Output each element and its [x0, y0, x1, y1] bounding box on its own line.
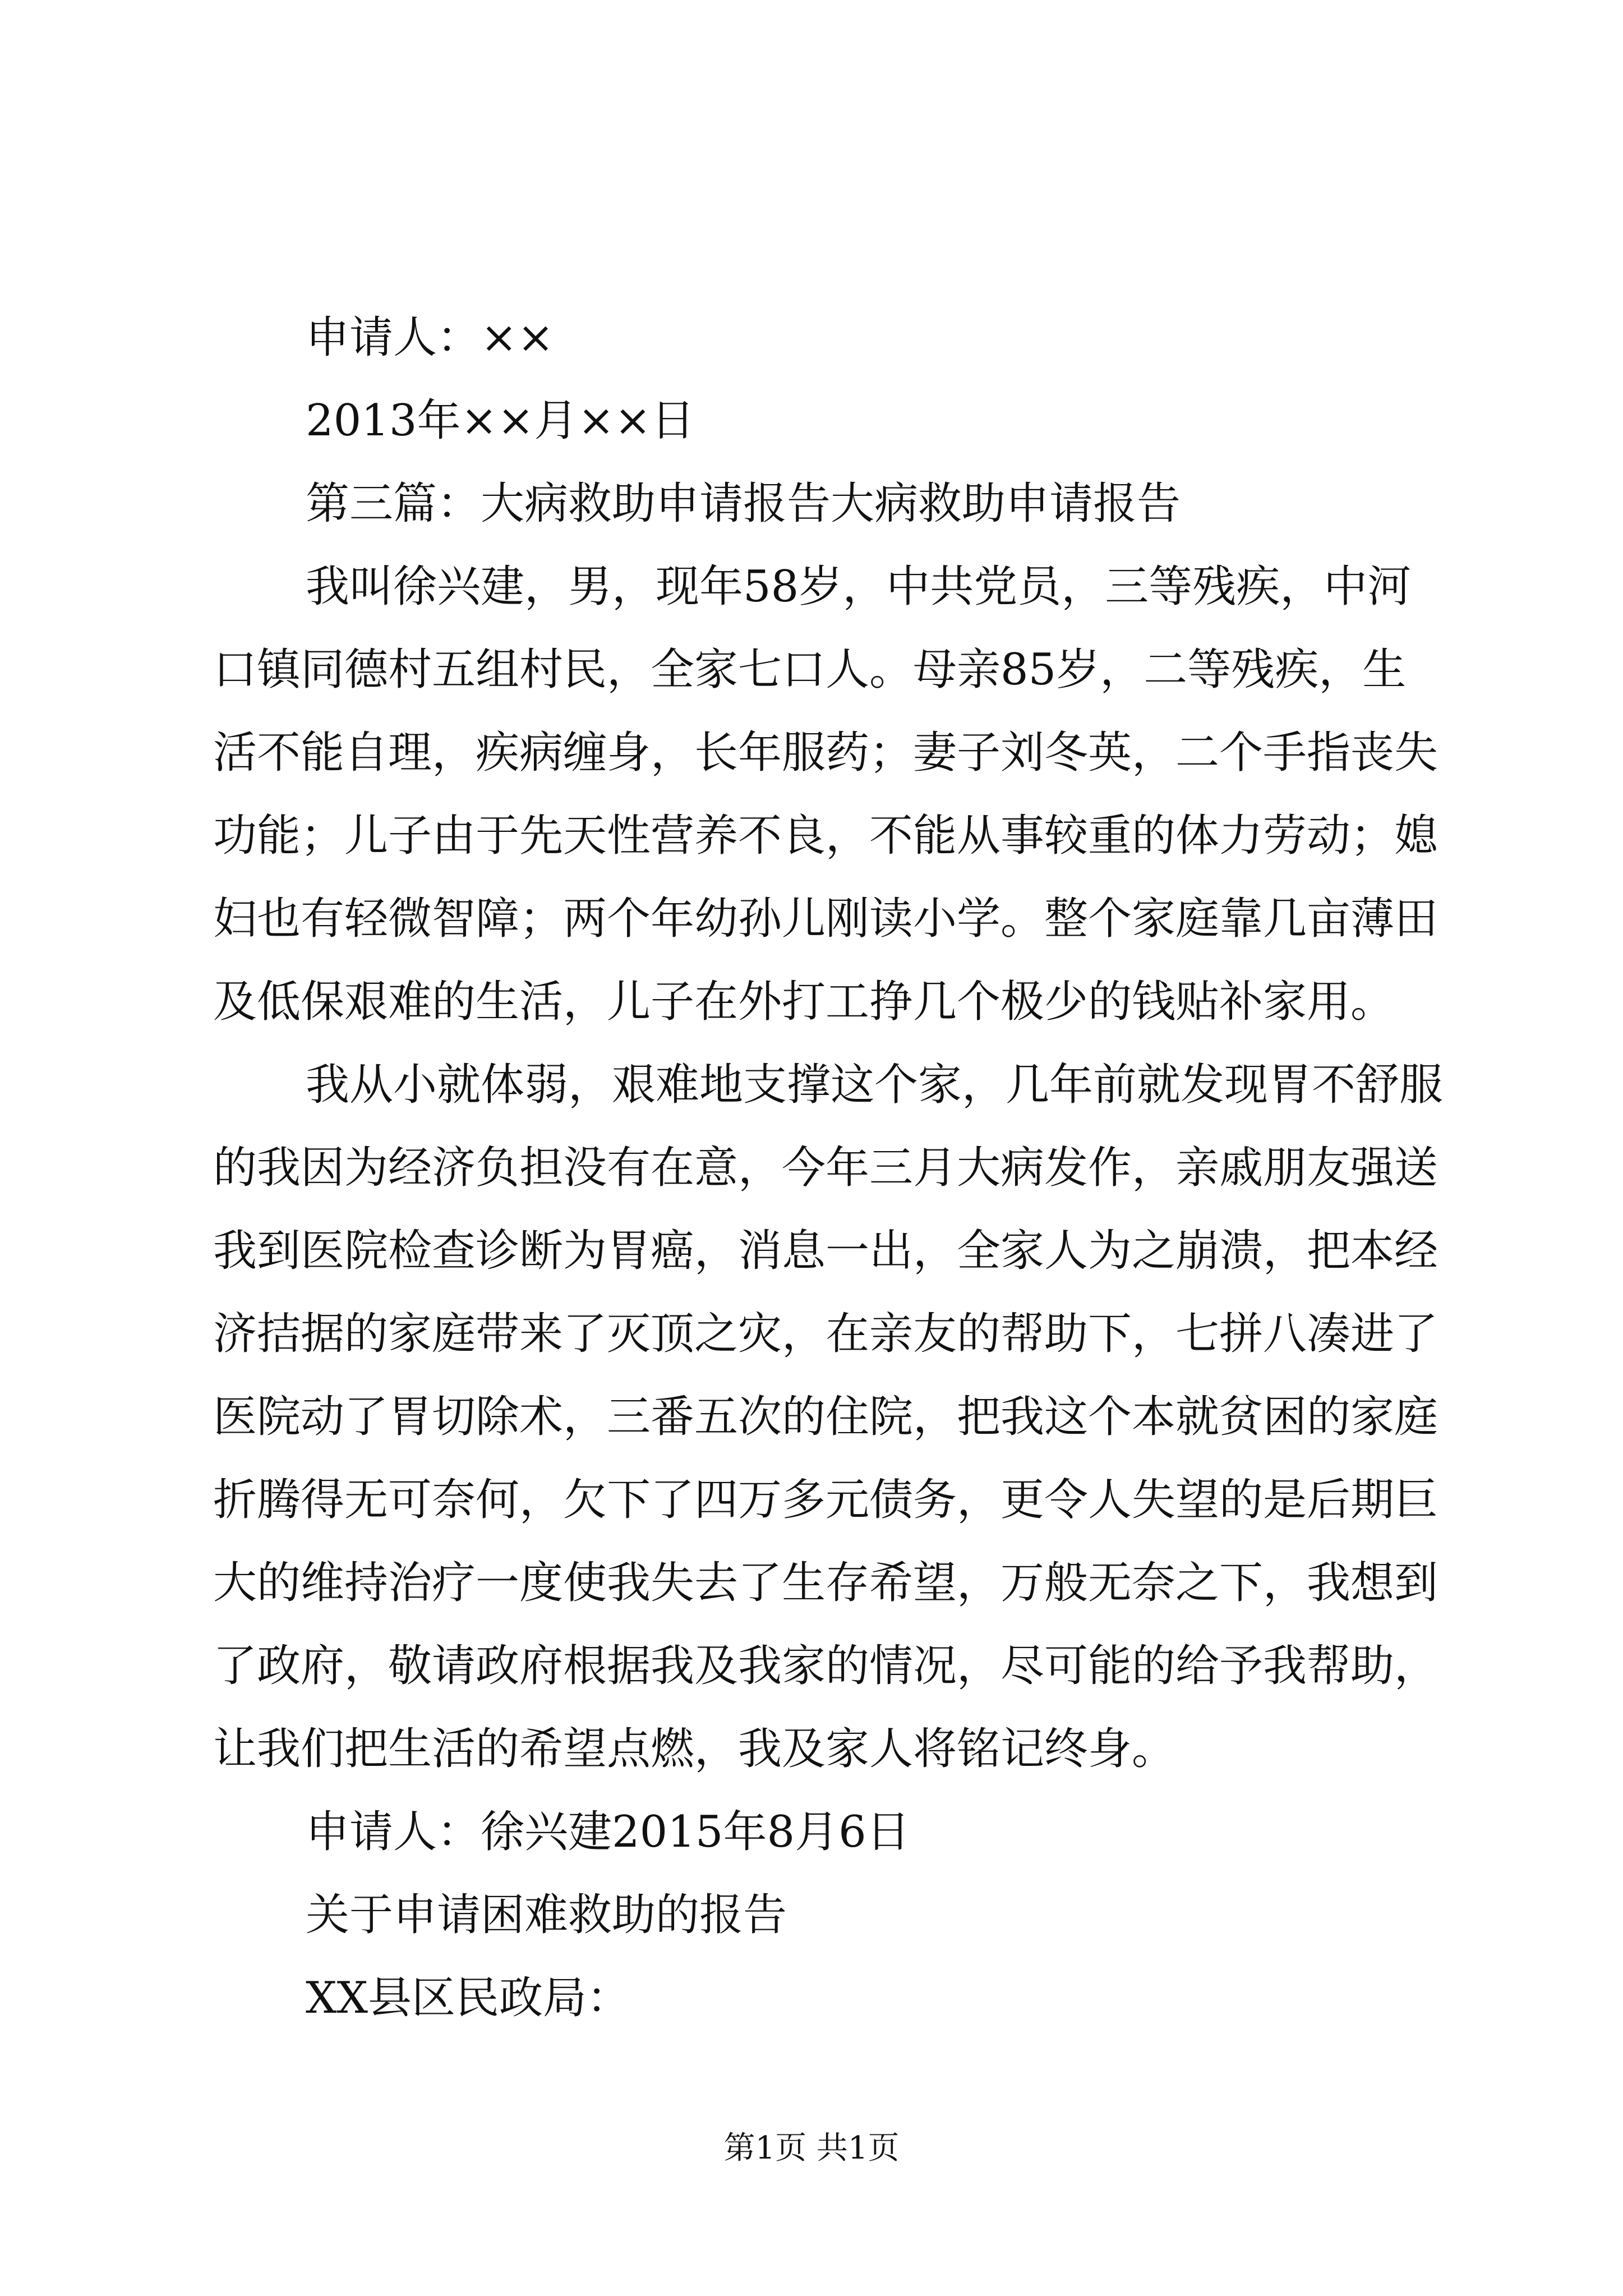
date-line: 2013年××月××日 [306, 395, 695, 446]
paragraph-line: 我叫徐兴建，男，现年58岁，中共党员，三等残疾，中河 [306, 562, 1412, 612]
paragraph-line: 功能；儿子由于先天性营养不良，不能从事较重的体力劳动；媳 [213, 811, 1438, 861]
paragraph-line: 折腾得无可奈何，欠下了四万多元债务，更令人失望的是后期巨 [213, 1475, 1438, 1525]
paragraph-line: 我从小就体弱，艰难地支撑这个家，几年前就发现胃不舒服 [306, 1060, 1444, 1110]
report-title: 关于申请困难救助的报告 [306, 1890, 787, 1940]
paragraph-line: 活不能自理，疾病缠身，长年服药；妻子刘冬英，二个手指丧失 [213, 728, 1438, 778]
paragraph-family-situation [213, 545, 1438, 1043]
paragraph-line: 大的维持治疗一度使我失去了生存希望，万般无奈之下，我想到 [213, 1558, 1438, 1608]
paragraph-illness [213, 1043, 1444, 1791]
paragraph-line: 了政府，敬请政府根据我及我家的情况，尽可能的给予我帮助， [213, 1641, 1438, 1691]
document-body [213, 296, 1444, 2040]
paragraph-line: 的我因为经济负担没有在意，今年三月大病发作，亲戚朋友强送 [213, 1143, 1438, 1193]
paragraph-line: 让我们把生活的希望点燃，我及家人将铭记终身。 [213, 1724, 1176, 1774]
applicant-line: 申请人：×× [306, 312, 554, 363]
addressee-line: XX县区民政局： [306, 1973, 631, 2023]
section-title: 第三篇：大病救助申请报告大病救助申请报告 [306, 478, 1181, 529]
paragraph-line: 妇也有轻微智障；两个年幼孙儿刚读小学。整个家庭靠几亩薄田 [213, 894, 1438, 944]
signature-date-line: 申请人：徐兴建2015年8月6日 [306, 1807, 910, 1857]
paragraph-line: 济拮据的家庭带来了灭顶之灾，在亲友的帮助下，七拼八凑进了 [213, 1309, 1438, 1359]
paragraph-line: 及低保艰难的生活，儿子在外打工挣几个极少的钱贴补家用。 [213, 977, 1395, 1027]
page-footer: 第1页 共1页 [723, 2130, 900, 2166]
paragraph-line: 我到医院检查诊断为胃癌，消息一出，全家人为之崩溃，把本经 [213, 1226, 1438, 1276]
paragraph-line: 口镇同德村五组村民，全家七口人。母亲85岁，二等残疾，生 [213, 645, 1407, 695]
paragraph-line: 医院动了胃切除术，三番五次的住院，把我这个本就贫困的家庭 [213, 1392, 1438, 1442]
